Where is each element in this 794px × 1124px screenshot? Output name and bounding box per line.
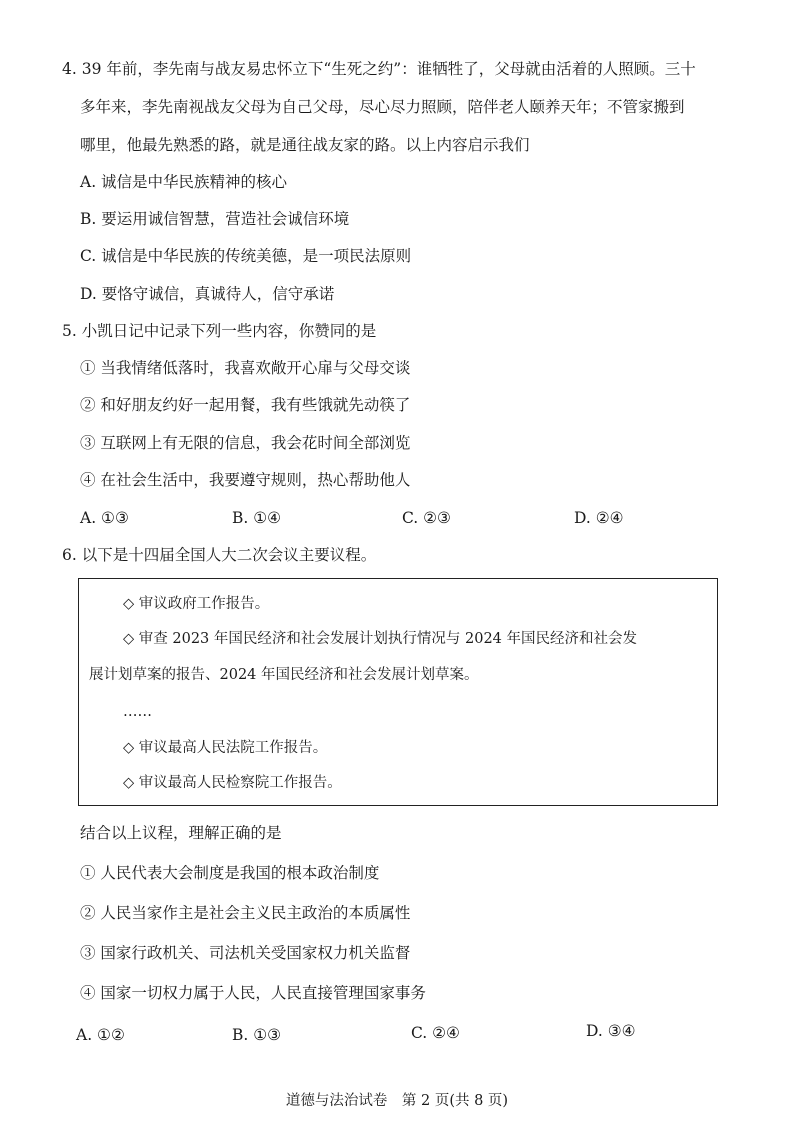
agenda-line-1: ◇ 审议政府工作报告。 <box>123 596 270 612</box>
agenda-line-2: ◇ 审查 2023 年国民经济和社会发展计划执行情况与 2024 年国民经济和社会发 <box>123 631 637 647</box>
q6-item-4: ④ 国家一切权力属于人民，人民直接管理国家事务 <box>80 984 426 1002</box>
q4-option-b: B. 要运用诚信智慧，营造社会诚信环境 <box>80 210 350 228</box>
q5-item-2: ② 和好朋友约好一起用餐，我有些饿就先动筷了 <box>80 396 411 414</box>
q5-item-3: ③ 互联网上有无限的信息，我会花时间全部浏览 <box>80 434 411 452</box>
q6-item-1: ① 人民代表大会制度是我国的根本政治制度 <box>80 864 380 882</box>
q6-question: 结合以上议程，理解正确的是 <box>80 824 282 842</box>
q4-stem-line-1: 4. 39 年前，李先南与战友易忠怀立下“生死之约”：谁牺牲了，父母就由活着的人照顾。三十 <box>62 60 696 78</box>
agenda-line-5: ◇ 审议最高人民法院工作报告。 <box>123 740 328 756</box>
q6-choice-c: C. ②④ <box>411 1024 460 1042</box>
agenda-line-3: 展计划草案的报告、2024 年国民经济和社会发展计划草案。 <box>89 667 479 683</box>
q6-item-2: ② 人民当家作主是社会主义民主政治的本质属性 <box>80 904 411 922</box>
q5-choice-a: A. ①③ <box>80 509 129 527</box>
q5-choice-c: C. ②③ <box>402 509 451 527</box>
q5-item-4: ④ 在社会生活中，我要遵守规则，热心帮助他人 <box>80 471 411 489</box>
q6-choice-b: B. ①③ <box>232 1026 282 1044</box>
q4-option-a: A. 诚信是中华民族精神的核心 <box>80 173 288 191</box>
q5-stem: 5. 小凯日记中记录下列一些内容，你赞同的是 <box>62 322 377 340</box>
q5-choice-b: B. ①④ <box>232 509 282 527</box>
q4-stem-line-3: 哪里，他最先熟悉的路，就是通往战友家的路。以上内容启示我们 <box>80 136 530 154</box>
q5-choice-d: D. ②④ <box>574 509 624 527</box>
agenda-ellipsis: …… <box>123 704 152 720</box>
q4-stem-line-2: 多年来，李先南视战友父母为自己父母，尽心尽力照顾，陪伴老人颐养天年；不管家搬到 <box>80 98 685 116</box>
q6-agenda-box <box>78 578 718 806</box>
page-footer: 道德与法治试卷 第 2 页(共 8 页) <box>285 1093 509 1109</box>
q5-item-1: ① 当我情绪低落时，我喜欢敞开心扉与父母交谈 <box>80 359 411 377</box>
q4-option-d: D. 要恪守诚信，真诚待人，信守承诺 <box>80 285 335 303</box>
q4-option-c: C. 诚信是中华民族的传统美德，是一项民法原则 <box>80 247 412 265</box>
q6-choice-a: A. ①② <box>76 1026 125 1044</box>
agenda-line-6: ◇ 审议最高人民检察院工作报告。 <box>123 775 342 791</box>
q6-choice-d: D. ③④ <box>586 1022 636 1040</box>
q6-stem: 6. 以下是十四届全国人大二次会议主要议程。 <box>62 546 377 564</box>
q6-item-3: ③ 国家行政机关、司法机关受国家权力机关监督 <box>80 944 411 962</box>
